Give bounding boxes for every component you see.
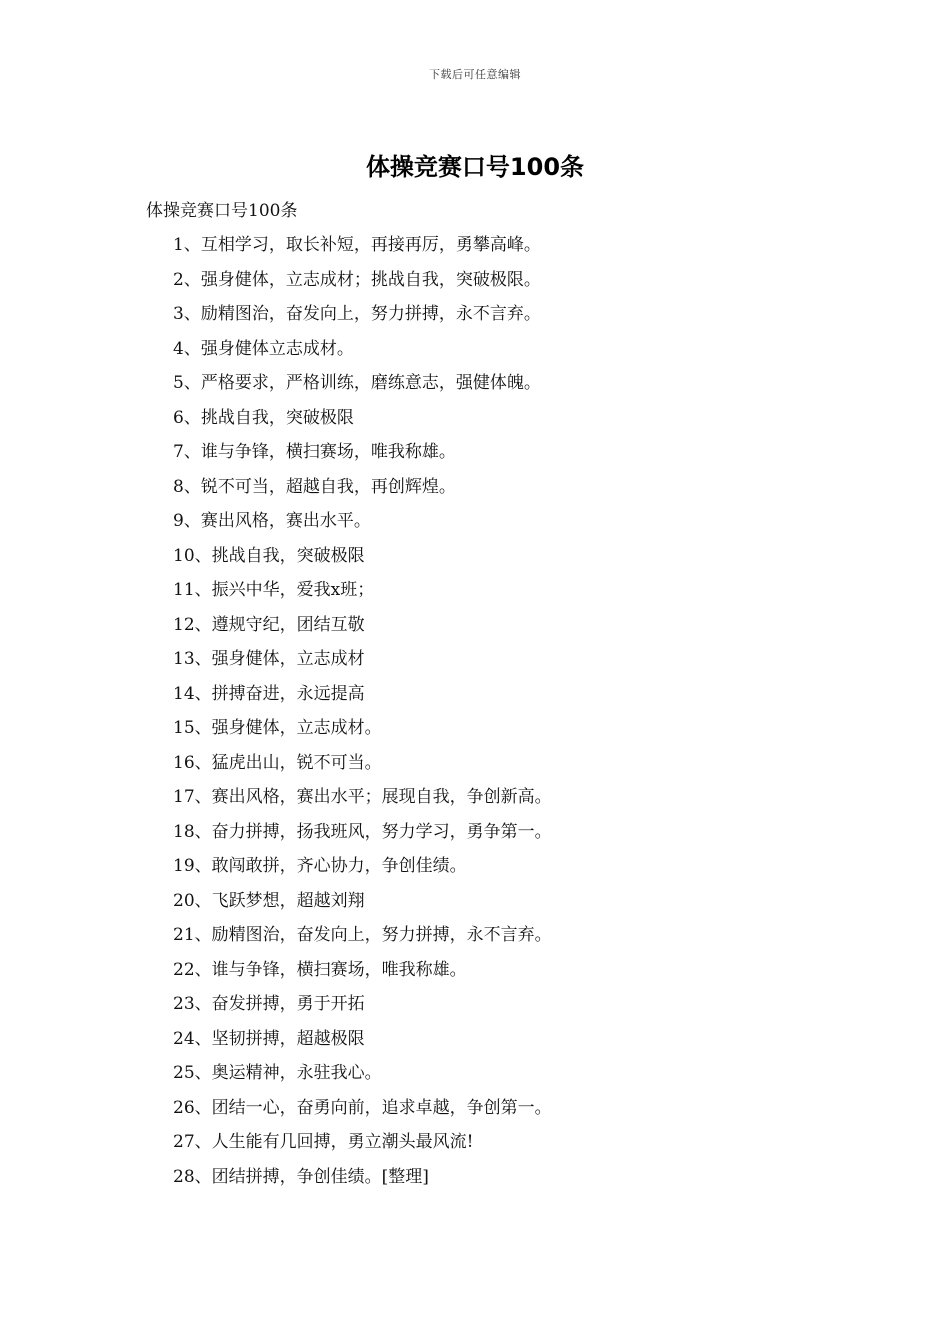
slogan-item: 23、奋发拼搏，勇于开拓 xyxy=(173,994,365,1014)
slogan-item: 19、敢闯敢拼，齐心协力，争创佳绩。 xyxy=(173,856,467,876)
slogan-list xyxy=(173,230,552,1196)
slogan-item: 7、谁与争锋，横扫赛场，唯我称雄。 xyxy=(173,442,456,462)
slogan-item: 14、拼搏奋进，永远提高 xyxy=(173,683,365,704)
slogan-item: 10、挑战自我，突破极限 xyxy=(173,545,365,566)
slogan-item: 27、人生能有几回搏，勇立潮头最风流! xyxy=(173,1132,474,1152)
slogan-item: 21、励精图治，奋发向上，努力拼搏，永不言弃。 xyxy=(173,925,552,945)
slogan-item: 20、飞跃梦想，超越刘翔 xyxy=(173,890,365,911)
slogan-item: 16、猛虎出山，锐不可当。 xyxy=(173,752,382,773)
document-subtitle: 体操竞赛口号100条 xyxy=(146,201,298,221)
slogan-item: 28、团结拼搏，争创佳绩。[整理] xyxy=(173,1166,429,1187)
slogan-item: 6、挑战自我，突破极限 xyxy=(173,407,354,428)
slogan-item: 11、振兴中华，爱我x班； xyxy=(173,580,375,600)
slogan-item: 15、强身健体，立志成材。 xyxy=(173,718,382,738)
slogan-item: 25、奥运精神，永驻我心。 xyxy=(173,1063,382,1083)
slogan-item: 18、奋力拼搏，扬我班风，努力学习，勇争第一。 xyxy=(173,821,552,842)
slogan-item: 13、强身健体，立志成材 xyxy=(173,649,365,669)
slogan-item: 3、励精图治，奋发向上，努力拼搏，永不言弃。 xyxy=(173,304,541,324)
slogan-item: 2、强身健体，立志成材；挑战自我，突破极限。 xyxy=(173,269,541,290)
document-title: 体操竞赛口号100条 xyxy=(365,153,585,181)
slogan-item: 22、谁与争锋，横扫赛场，唯我称雄。 xyxy=(173,959,467,980)
slogan-item: 1、互相学习，取长补短，再接再厉，勇攀高峰。 xyxy=(173,235,541,255)
slogan-item: 8、锐不可当，超越自我，再创辉煌。 xyxy=(173,476,456,497)
slogan-item: 4、强身健体立志成材。 xyxy=(173,338,354,359)
slogan-item: 9、赛出风格，赛出水平。 xyxy=(173,511,371,531)
slogan-item: 24、坚韧拼搏，超越极限 xyxy=(173,1028,365,1049)
slogan-item: 5、严格要求，严格训练，磨练意志，强健体魄。 xyxy=(173,373,541,393)
slogan-item: 17、赛出风格，赛出水平；展现自我，争创新高。 xyxy=(173,787,552,807)
slogan-item: 12、遵规守纪，团结互敬 xyxy=(173,614,365,635)
slogan-item: 26、团结一心，奋勇向前，追求卓越，争创第一。 xyxy=(173,1097,552,1118)
header-note: 下载后可任意编辑 xyxy=(429,68,521,81)
